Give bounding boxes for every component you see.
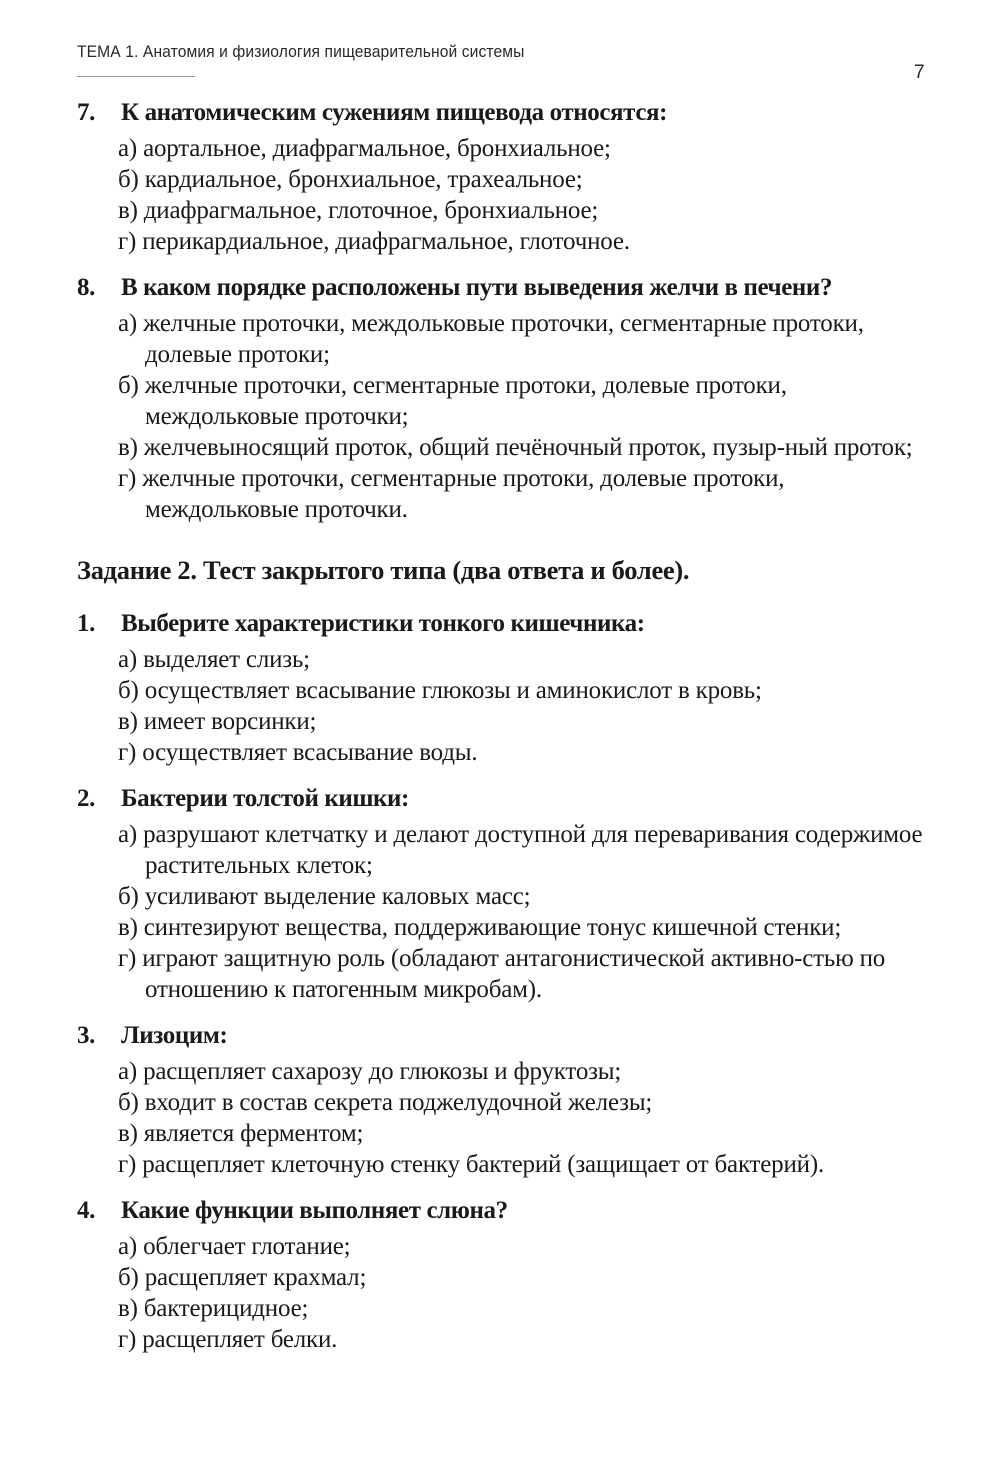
task2-question-3	[0, 1018, 1000, 1180]
question-text: Какие функции выполняет слюна?	[121, 1197, 508, 1224]
page-number: 7	[914, 62, 925, 83]
answer-list	[0, 819, 1000, 1005]
answer-option: в) синтезируют вещества, поддерживающие тонус кишечной стенки;	[118, 914, 842, 941]
answer-option: в) желчевыносящий проток, общий печёночный проток, пузыр-ный проток;	[118, 434, 913, 461]
question-heading	[0, 95, 1000, 133]
question-heading	[0, 1018, 1000, 1056]
answer-list	[0, 644, 1000, 768]
answer-option: в) имеет ворсинки;	[118, 708, 317, 735]
task-2-heading: Задание 2. Тест закрытого типа (два ответа и более).	[77, 555, 690, 585]
answer-option: а) желчные проточки, междольковые проточки, сегментарные протоки, долевые протоки;	[118, 310, 864, 368]
running-header-title: ТЕМА 1. Анатомия и физиология пищеварительной системы	[77, 42, 525, 61]
answer-option: г) перикардиальное, диафрагмальное, глоточное.	[118, 228, 630, 255]
question-text: Бактерии толстой кишки:	[121, 785, 409, 812]
question-number: 2.	[77, 785, 95, 812]
task2-question-2	[0, 781, 1000, 1005]
question-heading	[0, 781, 1000, 819]
answer-list	[0, 1056, 1000, 1180]
question-number: 1.	[77, 610, 95, 637]
answer-list	[0, 308, 1000, 525]
question-number: 7.	[77, 99, 95, 126]
question-number: 8.	[77, 274, 95, 301]
question-text: В каком порядке расположены пути выведения желчи в печени?	[121, 274, 833, 301]
page-content	[0, 95, 1000, 1355]
answer-option: а) расщепляет сахарозу до глюкозы и фруктозы;	[118, 1058, 622, 1085]
answer-option: а) выделяет слизь;	[118, 646, 310, 673]
answer-option: б) желчные проточки, сегментарные протоки, долевые протоки, междольковые проточки;	[118, 372, 787, 430]
answer-option: г) расщепляет клеточную стенку бактерий (защищает от бактерий).	[118, 1151, 825, 1178]
question-number: 3.	[77, 1022, 95, 1049]
answer-option: в) бактерицидное;	[118, 1295, 309, 1322]
answer-option: а) разрушают клетчатку и делают доступной для переваривания содержимое растительных клеток;	[118, 821, 923, 879]
question-8	[0, 270, 1000, 525]
answer-list	[0, 1231, 1000, 1355]
question-heading	[0, 606, 1000, 644]
answer-option: а) облегчает глотание;	[118, 1233, 351, 1260]
task2-question-4	[0, 1193, 1000, 1355]
question-7	[0, 95, 1000, 257]
answer-option: г) осуществляет всасывание воды.	[118, 739, 478, 766]
header-rule	[77, 76, 195, 77]
answer-option: г) желчные проточки, сегментарные протоки, долевые протоки, междольковые проточки.	[118, 465, 785, 523]
answer-option: а) аортальное, диафрагмальное, бронхиальное;	[118, 135, 611, 162]
answer-option: г) расщепляет белки.	[118, 1326, 338, 1353]
question-text: К анатомическим сужениям пищевода относятся:	[121, 99, 668, 126]
answer-option: б) входит в состав секрета поджелудочной железы;	[118, 1089, 653, 1116]
answer-option: б) усиливают выделение каловых масс;	[118, 883, 531, 910]
question-heading	[0, 270, 1000, 308]
answer-option: в) диафрагмальное, глоточное, бронхиальное;	[118, 197, 599, 224]
task2-question-1	[0, 606, 1000, 768]
answer-option: г) играют защитную роль (обладают антагонистической активно-стью по отношению к патогенным микробам).	[118, 945, 886, 1003]
answer-option: б) кардиальное, бронхиальное, трахеальное;	[118, 166, 583, 193]
question-number: 4.	[77, 1197, 95, 1224]
answer-option: б) осуществляет всасывание глюкозы и аминокислот в кровь;	[118, 677, 762, 704]
answer-option: б) расщепляет крахмал;	[118, 1264, 367, 1291]
question-heading	[0, 1193, 1000, 1231]
question-text: Лизоцим:	[121, 1022, 228, 1049]
question-text: Выберите характеристики тонкого кишечника:	[121, 610, 645, 637]
answer-list	[0, 133, 1000, 257]
answer-option: в) является ферментом;	[118, 1120, 364, 1147]
